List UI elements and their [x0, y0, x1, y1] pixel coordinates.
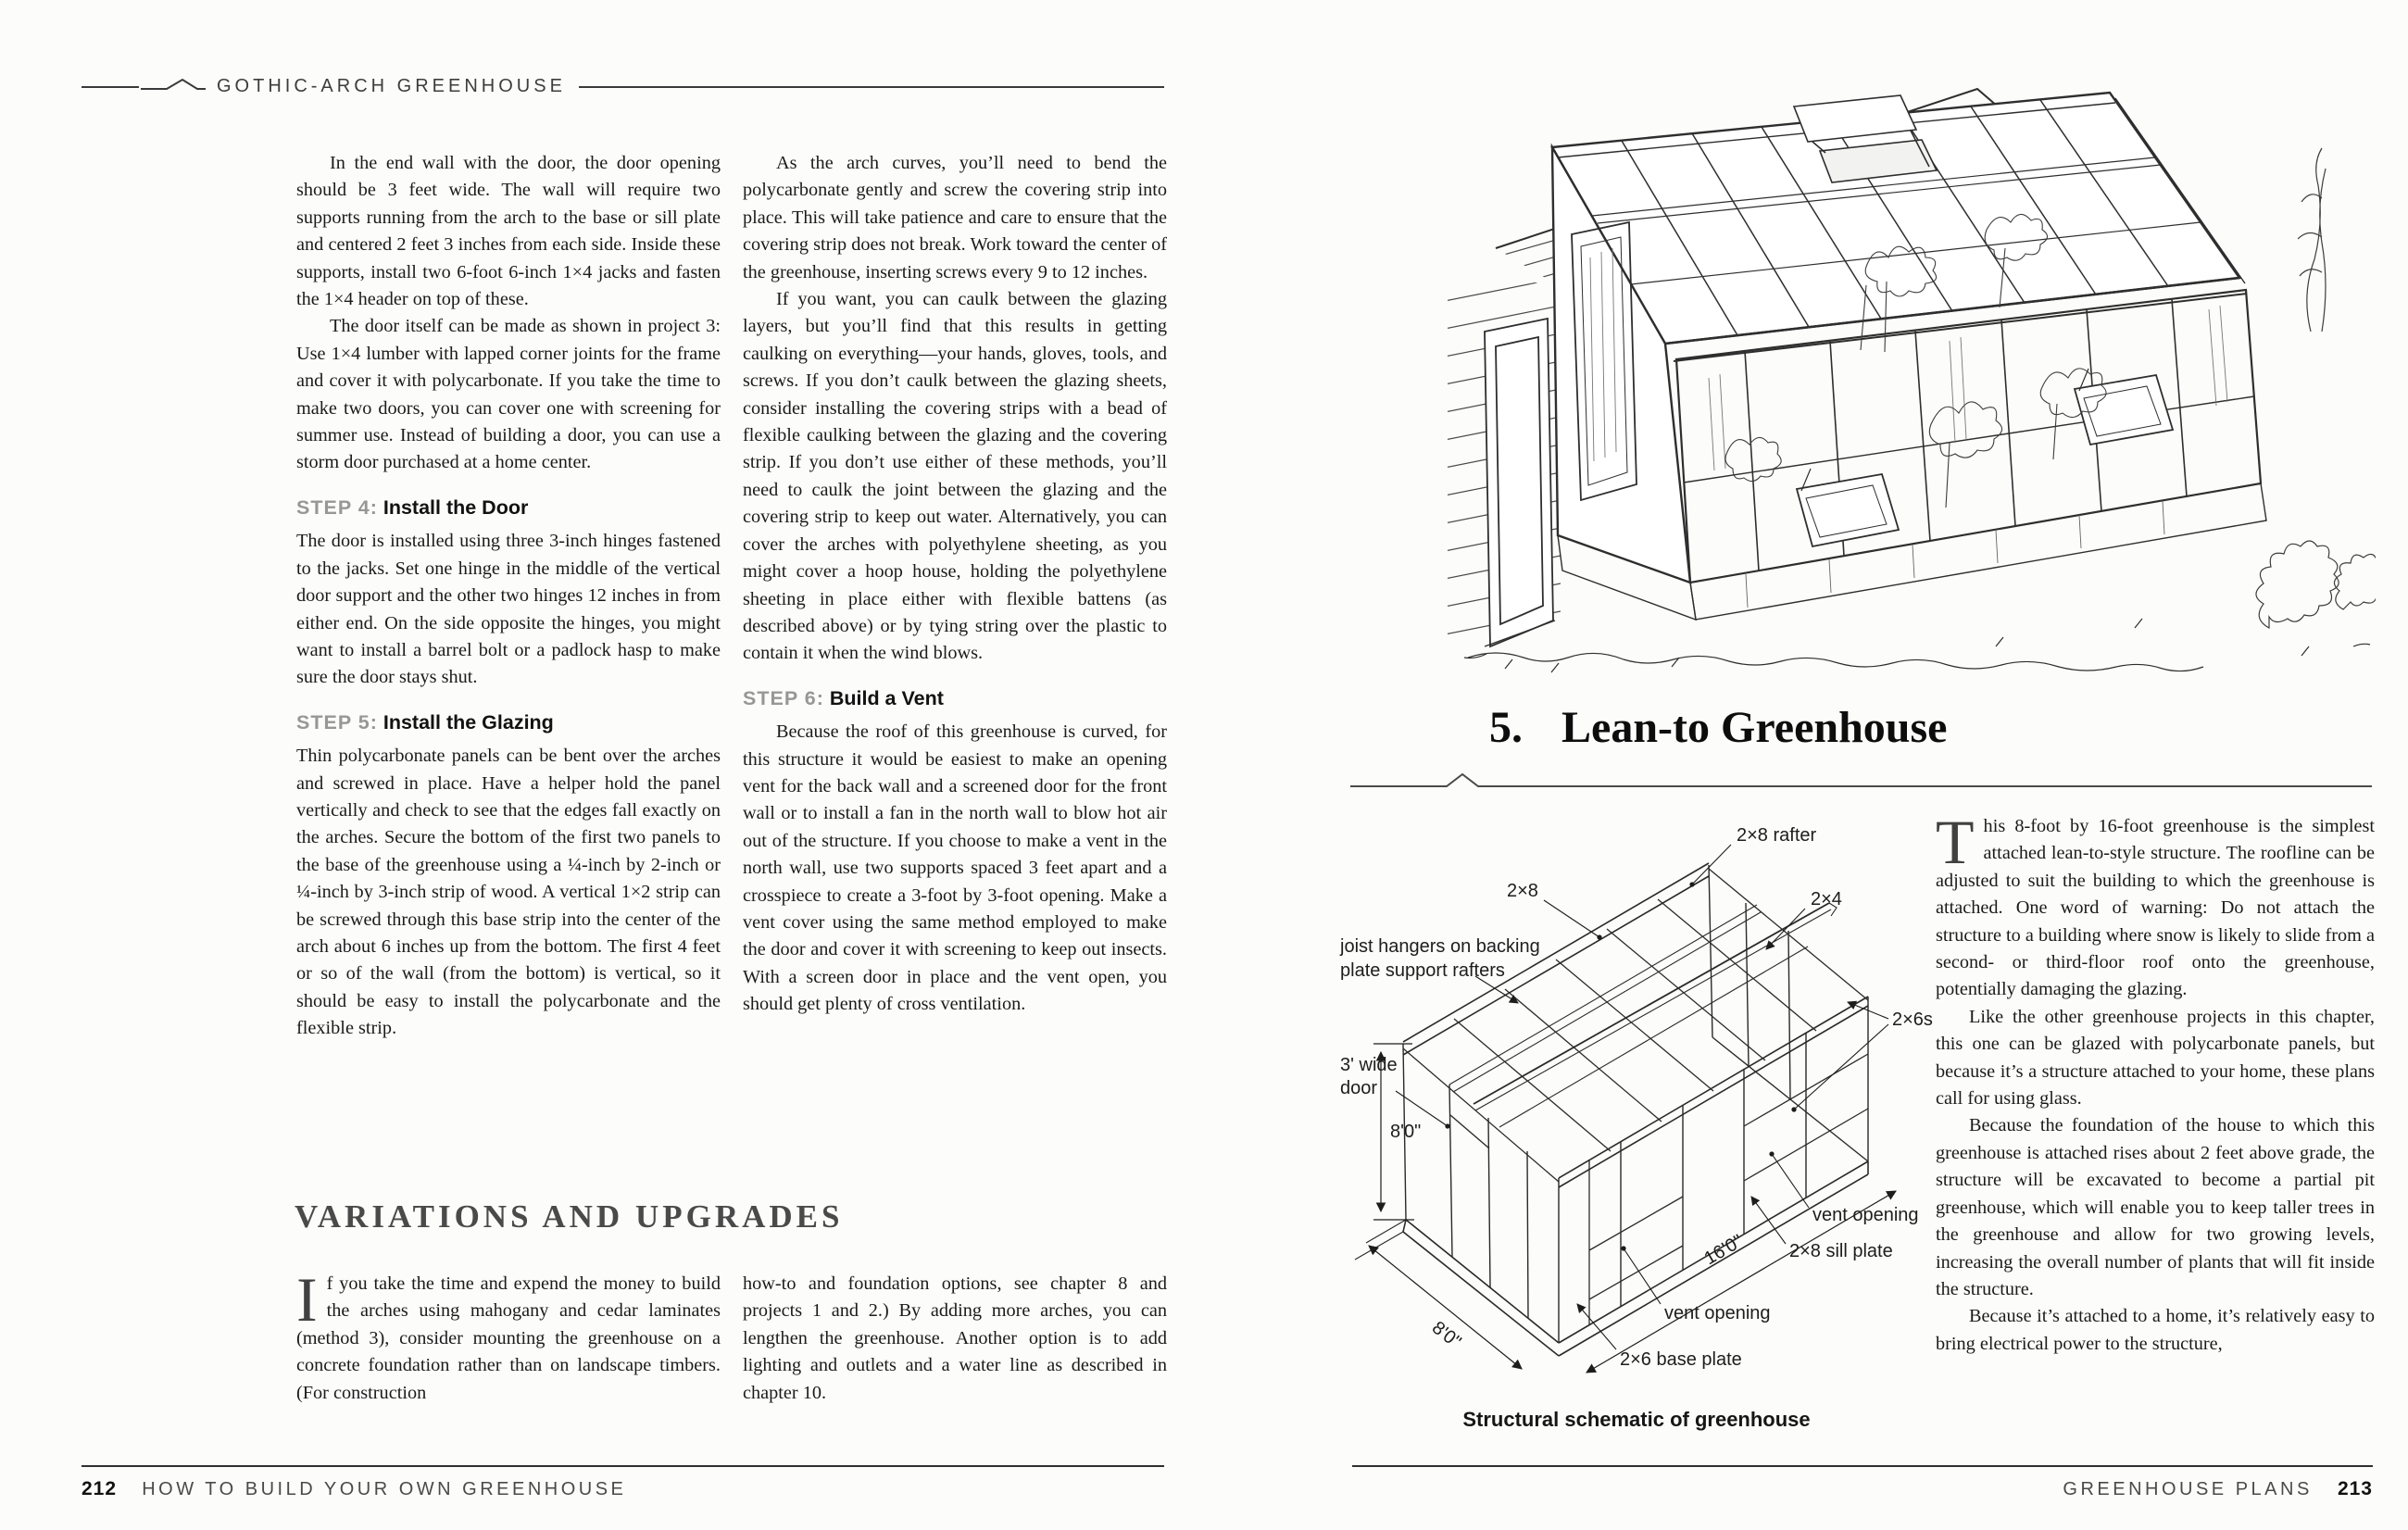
left-footer-rule: [82, 1465, 1164, 1467]
dropcap-T: T: [1936, 807, 1975, 877]
schematic-right-end: [1709, 865, 1868, 1161]
left-header-label: GOTHIC-ARCH GREENHOUSE: [217, 76, 566, 96]
label-vent-upper: vent opening: [1812, 1205, 1919, 1225]
paragraph: Because it’s attached to a home, it’s relatively easy to bring electrical power to the structure,: [1936, 1306, 2375, 1354]
paragraph: Like the other greenhouse projects in this chapter, this one can be glazed with polycarbonate panels, but because it’s a structure attached to your home, these plans call for using glass.: [1936, 1006, 2375, 1110]
step5-heading: [296, 709, 721, 736]
label-length: 16'0": [1700, 1231, 1747, 1270]
step4-heading: [296, 495, 721, 521]
label-door-1: 3' wide: [1340, 1055, 1398, 1075]
schematic-labels: [1339, 825, 1933, 1431]
structural-schematic: [1338, 815, 1938, 1456]
label-joist-1: joist hangers on backing: [1340, 936, 1540, 957]
section-number: 5.: [1489, 703, 1523, 752]
label-roof-blocking: 2×8: [1507, 881, 1538, 901]
section-title: Lean-to Greenhouse: [1561, 703, 1948, 752]
step5-number: STEP 5:: [296, 710, 378, 734]
left-column-1: [296, 150, 721, 1043]
label-vent-lower: vent opening: [1664, 1303, 1771, 1323]
paragraph: In the end wall with the door, the door opening should be 3 feet wide. The wall will require two supports running from the arch to the base or sill plate and centered 2 feet 3 inches from each side. Inside these supports, install two 6-foot 6-inch 1×4 jacks and fasten the 1×4 header on top of these.: [296, 153, 721, 310]
variations-heading: VARIATIONS AND UPGRADES: [295, 1198, 844, 1235]
section-title-row: [1489, 702, 1947, 753]
paragraph: If you want, you can caulk between the glazing layers, but you’ll find that this results in getting caulking on everything—your hands, gloves, tools, and screws. If you don’t caulk between the glazing sheets, consider installing the covering strips with a bead of flexible caulking between the glazing and the covering strip. If you don’t use either of these methods, you’ll need to caulk the joint between the glazing and the covering strip to keep out water. Alternatively, you can cover the arches with polyethylene sheeting, as you might cover a hoop house, holding the polyethylene sheeting in place either with flexible battens (as described above) or by tying string over the plastic to contain it when the wind blows.: [743, 289, 1167, 664]
step6-title: Build a Vent: [829, 686, 944, 709]
dropcap-I: I: [296, 1264, 318, 1335]
label-joist-2: plate support rafters: [1340, 960, 1505, 981]
paragraph-with-dropcap: [1936, 807, 2375, 1004]
step5-title: Install the Glazing: [383, 710, 554, 734]
header-rule-right: [579, 86, 1164, 88]
paragraph: As the arch curves, you’ll need to bend the polycarbonate gently and screw the covering strip into place. This will take patience and care to ensure that the covering strip does not break. Work toward the center of the greenhouse, inserting screws every 9 to 12 inches.: [743, 153, 1167, 282]
left-running-header: [82, 76, 1164, 97]
label-base: 2×6 base plate: [1620, 1349, 1742, 1370]
paragraph: The door itself can be made as shown in project 3: Use 1×4 lumber with lapped corner joints for the frame and cover it with polycarbonate. If you take the time to make two doors, you can cover one with screening for summer use. Instead of building a door, you can use a storm door purchased at a home center.: [296, 316, 721, 473]
paragraph-with-dropcap: [296, 1264, 721, 1407]
paragraph-text: f you take the time and expend the money to build the arches using mahogany and cedar laminates (method 3), consider mounting the greenhouse on a concrete foundation rather than on landscape timbers. (For construction: [296, 1273, 721, 1403]
variations-column-2: [743, 1271, 1167, 1407]
label-width: 8'0": [1427, 1317, 1465, 1353]
paragraph: Thin polycarbonate panels can be bent over the arches and screwed in place. Have a helper hold the panel vertically and check to see that the edges fall exactly on the arches. Secure the bottom of the first two panels to the base of the greenhouse using a ¼-inch by 2-inch or ¼-inch by 3-inch strip of wood. A vertical 1×2 strip can be screwed through this base strip into the center of the arch about 6 inches up from the bottom. The first 4 feet or so of the wall (from the bottom) is vertical, so it should be easy to install the polycarbonate and the flexible strip.: [296, 746, 721, 1039]
left-footer: [82, 1478, 626, 1500]
label-brace: 2×4: [1811, 889, 1842, 909]
left-page-number: 212: [82, 1478, 118, 1499]
schematic-brace: [1474, 903, 1829, 1104]
step6-number: STEP 6:: [743, 686, 824, 709]
paragraph: The door is installed using three 3-inch hinges fastened to the jacks. Set one hinge in the middle of the vertical door support and the other two hinges 12 inches in from either end. On the side opposite the hinges, you might want to install a barrel bolt or a padlock hasp to make sure the door stays shut.: [296, 531, 721, 688]
step4-number: STEP 4:: [296, 495, 378, 519]
house-door: [1485, 319, 1555, 646]
right-running-title: GREENHOUSE PLANS: [2063, 1479, 2313, 1499]
step4-title: Install the Door: [383, 495, 529, 519]
label-sill: 2×8 sill plate: [1789, 1241, 1893, 1261]
header-zigzag-icon: [139, 77, 207, 97]
step6-heading: [743, 685, 1167, 712]
left-column-2: [743, 150, 1167, 1019]
bushes: [2256, 148, 2376, 628]
label-door-2: door: [1340, 1078, 1378, 1098]
title-rule-with-caret: [1350, 771, 2373, 795]
ground: [1464, 619, 2370, 672]
schematic-vent-rails: [1589, 1054, 1868, 1324]
schematic-leaders: [1396, 845, 1888, 1349]
paragraph: Because the roof of this greenhouse is curved, for this structure it would be easiest to make an opening vent for the back wall and a screened door for the front wall or to install a fan in the north wall to blow hot air out of the structure. If you choose to make a vent in the north wall, use two supports spaced 3 feet apart and a crosspiece to create a 3-foot by 3-foot opening. Make a vent cover using the same method employed to make the door and cover it with screening to keep out insects. With a screen door in place and the vent open, you should get plenty of cross ventilation.: [743, 721, 1167, 1015]
header-rule-left: [82, 86, 139, 88]
lean-to-greenhouse-illustration: [1431, 54, 2376, 693]
right-footer-rule: [1352, 1465, 2373, 1467]
paragraph: Because the foundation of the house to which this greenhouse is attached rises about 2 feet above grade, the structure will be excavated to become a partial pit greenhouse, which will enable you to keep taller trees in the greenhouse and allow for two growing levels, increasing the overall number of plants that will fit inside the structure.: [1936, 1115, 2375, 1299]
right-page-number: 213: [2337, 1478, 2373, 1499]
label-2x6s: 2×6s: [1892, 1010, 1933, 1030]
schematic-caption: Structural schematic of greenhouse: [1462, 1408, 1811, 1431]
label-rafter: 2×8 rafter: [1737, 825, 1817, 846]
greenhouse-front-wall: [1676, 290, 2261, 583]
paragraph-text: his 8-foot by 16-foot greenhouse is the simplest attached lean-to-style structure. The roofline can be adjusted to suit the building to which the greenhouse is attached. One word of warning: Do not attach the structure to a building where snow is likely to slide from a second- or third-floor roof onto the greenhouse, potentially damaging the glazing.: [1936, 816, 2375, 1000]
left-running-title: HOW TO BUILD YOUR OWN GREENHOUSE: [142, 1479, 627, 1499]
right-footer: [1352, 1478, 2373, 1500]
greenhouse-roof: [1552, 93, 2247, 361]
label-wall-height: 8'0": [1390, 1122, 1422, 1142]
paragraph: how-to and foundation options, see chapter 8 and projects 1 and 2.) By adding more arches, you can lengthen the greenhouse. Another option is to add lighting and outlets and a water line as described in chapter 10.: [743, 1273, 1167, 1403]
right-intro-column: [1936, 807, 2375, 1358]
mid-rail: [1684, 396, 2254, 483]
variations-column-1: [296, 1264, 721, 1407]
